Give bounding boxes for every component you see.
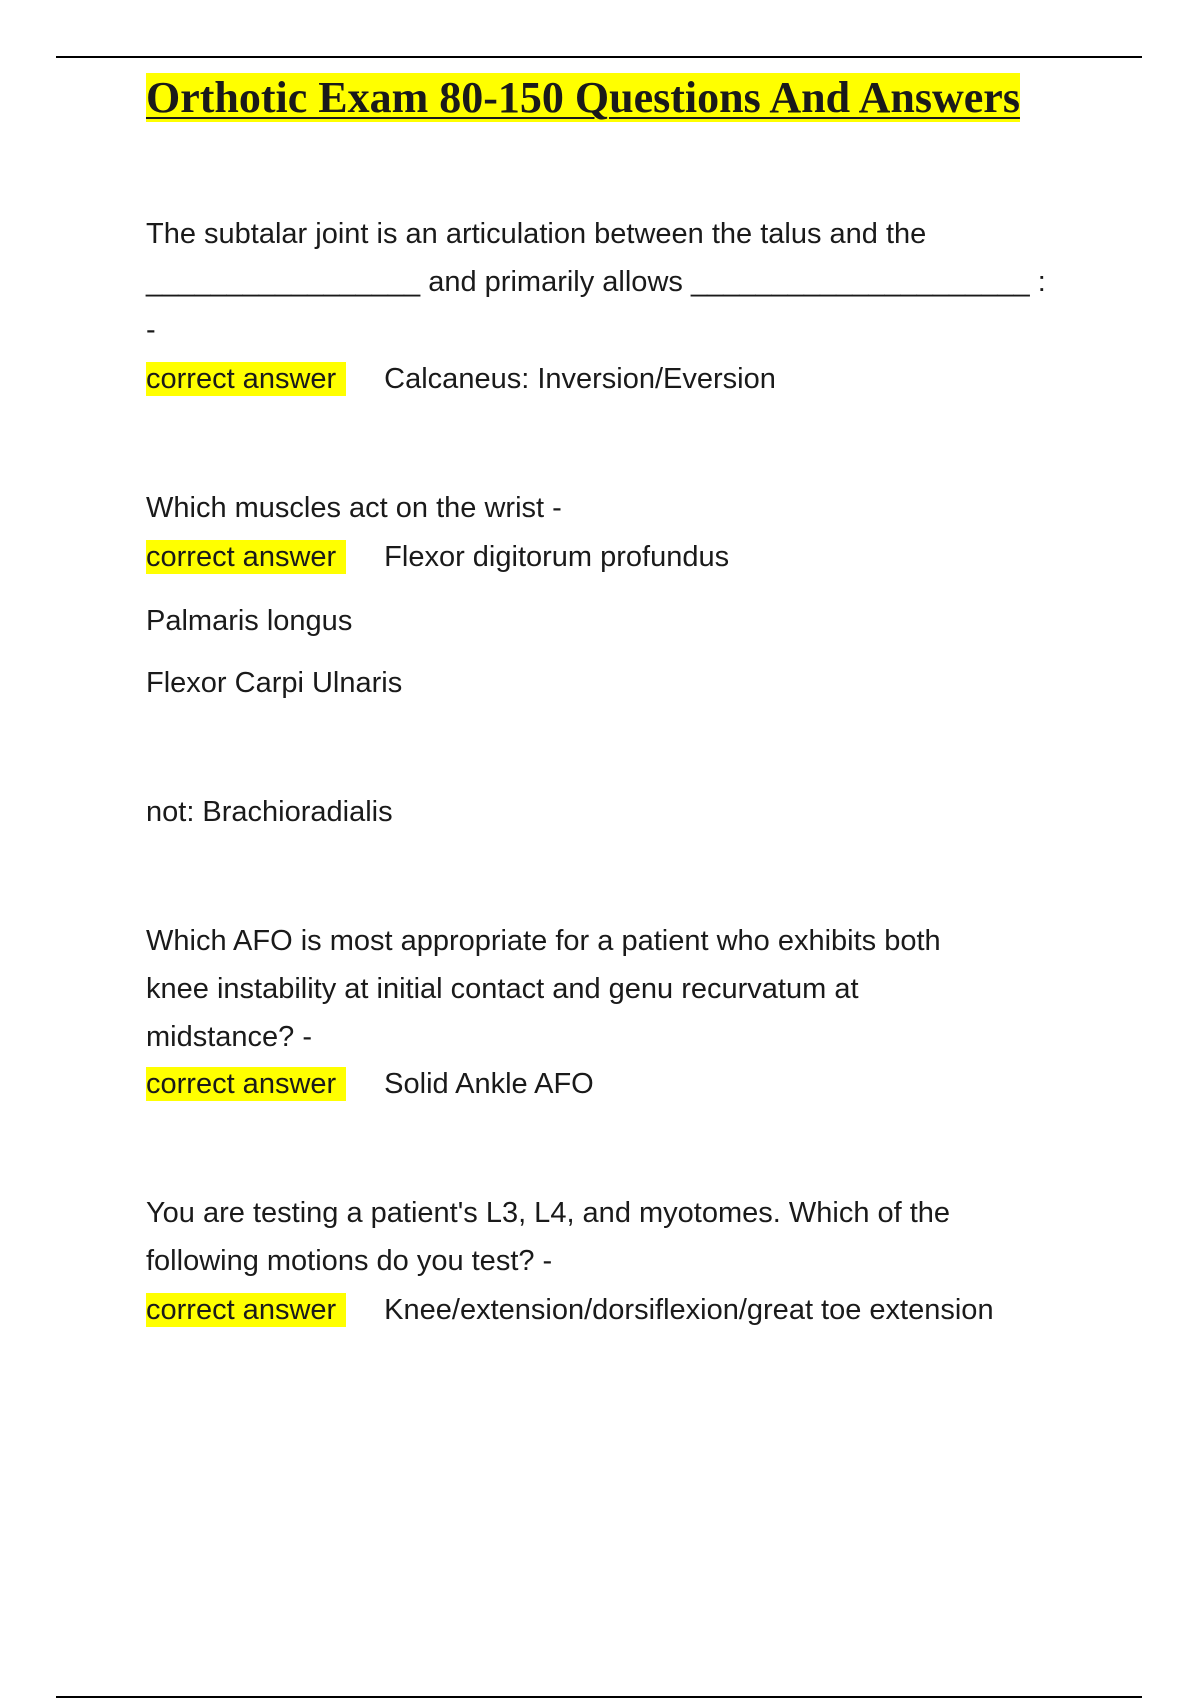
answer-3-text: Solid Ankle AFO <box>384 1068 594 1100</box>
answer-2 <box>146 533 729 581</box>
question-3-line-2: knee instability at initial contact and genu recurvatum at <box>146 973 859 1005</box>
answer-2-extra-2: Flexor Carpi Ulnaris <box>146 667 403 699</box>
question-3-line-3: midstance? - <box>146 1021 313 1053</box>
answer-label: correct answer <box>146 540 346 574</box>
bottom-rule <box>56 1696 1142 1698</box>
answer-2-text: Flexor digitorum profundus <box>384 541 730 573</box>
question-3 <box>146 917 1096 1061</box>
answer-4-text: Knee/extension/dorsiflexion/great toe extension <box>384 1294 994 1326</box>
answer-1 <box>146 355 776 403</box>
answer-label: correct answer <box>146 1067 346 1101</box>
question-4 <box>146 1189 1096 1285</box>
question-1-line-2: _________________ and primarily allows _____________________ : <box>146 266 1046 298</box>
top-rule <box>56 56 1142 58</box>
answer-label: correct answer <box>146 1293 346 1327</box>
question-1 <box>146 210 1096 354</box>
question-1-line-3: - <box>146 314 156 346</box>
question-4-line-2: following motions do you test? - <box>146 1245 553 1277</box>
document-body <box>146 70 1096 1326</box>
answer-label: correct answer <box>146 362 346 396</box>
question-4-line-1: You are testing a patient's L3, L4, and myotomes. Which of the <box>146 1197 951 1229</box>
answer-4 <box>146 1286 994 1334</box>
answer-2-extra-1: Palmaris longus <box>146 605 353 637</box>
question-3-line-1: Which AFO is most appropriate for a patient who exhibits both <box>146 925 941 957</box>
document-title-text: Orthotic Exam 80-150 Questions And Answers <box>146 73 1020 122</box>
answer-2-note: not: Brachioradialis <box>146 796 393 828</box>
answer-3 <box>146 1060 594 1108</box>
answer-1-text: Calcaneus: Inversion/Eversion <box>384 363 776 395</box>
question-2 <box>146 484 562 532</box>
document-title <box>146 70 1096 126</box>
question-2-text: Which muscles act on the wrist - <box>146 492 562 524</box>
question-1-line-1: The subtalar joint is an articulation between the talus and the <box>146 218 927 250</box>
